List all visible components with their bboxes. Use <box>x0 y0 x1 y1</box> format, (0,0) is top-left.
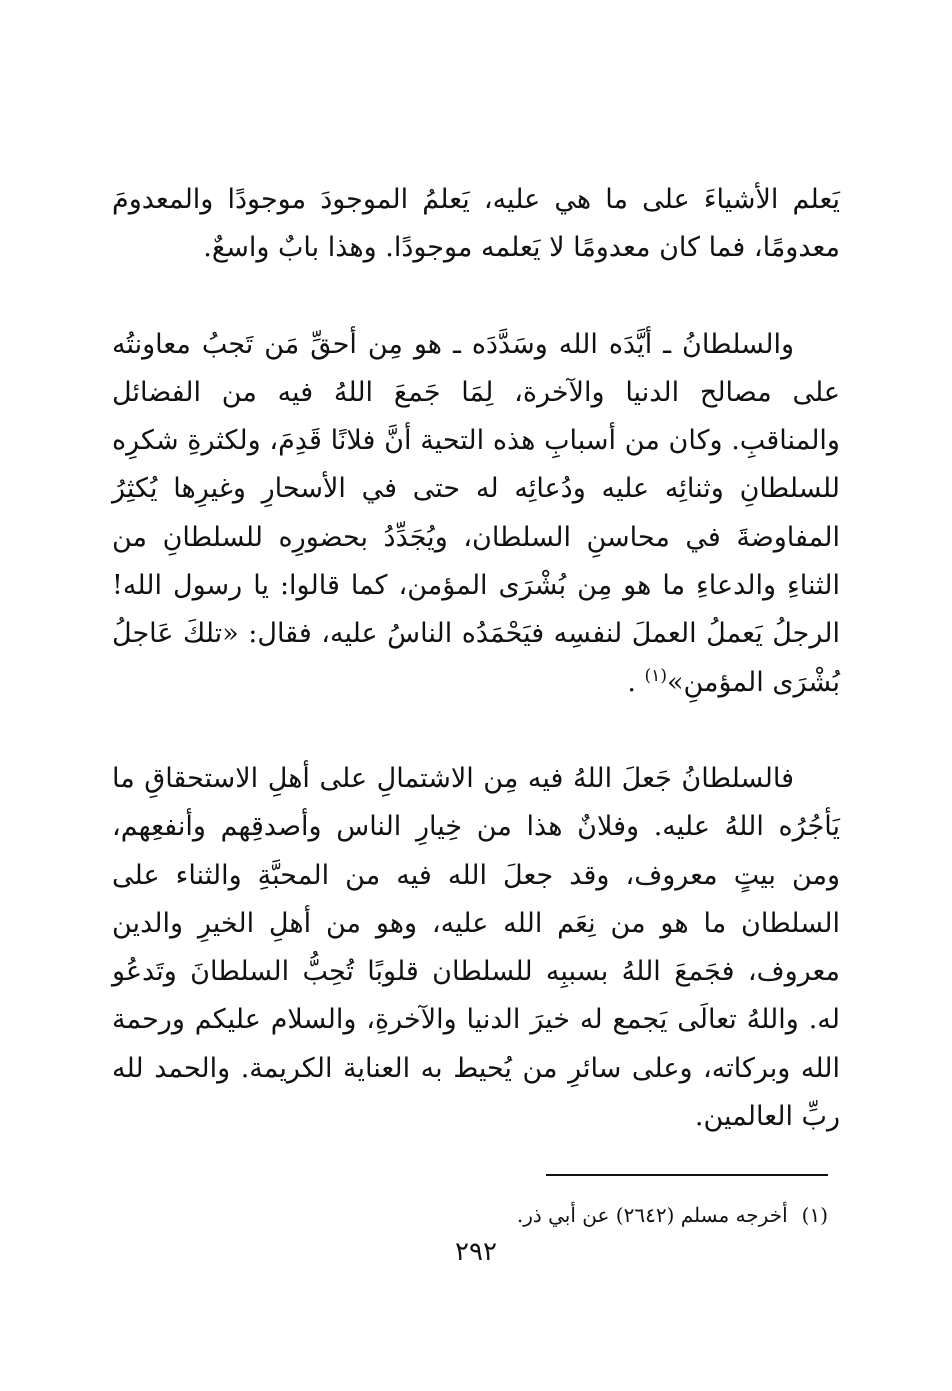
text-line: له خيرَ الدنيا والآخرةِ، والسلام عليكم ورحمة الله وبركاته، وعلى <box>112 1004 840 1084</box>
text-line: والسلطانُ ـ أيَّدَه الله وسَدَّدَه ـ هو مِن أحقِّ مَن تَجبُ معاونتُه <box>112 328 794 360</box>
text-line: ما هو من نِعَم الله عليه، وهو من أهلِ الخيرِ والدين معروف، فجَمعَ <box>112 907 840 988</box>
text-line: محاسنِ السلطان، ويُجَدِّدُ بحضورِه للسلطانِ من الثناءِ والدعاءِ ما <box>112 521 840 602</box>
paragraph-2 <box>112 321 840 707</box>
footnote-number: (١) <box>801 1203 828 1227</box>
text-line: اللهُ بسببِه للسلطان قلوبًا تُحِبُّ السلطانَ وتَدعُو له. واللهُ تعالَى يَجمع <box>112 956 840 1036</box>
footnote-text: أخرجه مسلم (٢٦٤٢) عن أبي ذر. <box>516 1203 788 1227</box>
text-line: وكان من أسبابِ هذه التحية أنَّ فلانًا قَدِمَ، ولكثرةِ شكرِه للسلطانِ <box>112 425 840 505</box>
paragraph-3 <box>112 755 840 1141</box>
text-line: وثنائِه عليه ودُعائِه له حتى في الأسحارِ وغيرِها يُكثِرُ المفاوضةَ في <box>112 473 840 553</box>
text-line: معدومًا، فما كان معدومًا لا يَعلمه موجودًا. وهذا بابٌ واسعٌ. <box>203 232 840 264</box>
text-line: سائرِ من يُحيط به العناية الكريمة. والحمد لله ربِّ العالمين. <box>112 1052 840 1133</box>
footnote <box>128 1200 828 1230</box>
text-line: على مصالح الدنيا والآخرة، لِمَا جَمعَ اللهُ فيه من الفضائل والمناقبِ. <box>112 376 840 457</box>
text-line: فالسلطانُ جَعلَ اللهُ فيه مِن الاشتمالِ على أهلِ الاستحقاقِ ما <box>112 762 794 794</box>
main-text <box>112 176 840 1141</box>
text-line-tail: . <box>627 666 645 698</box>
footnote-reference: (١) <box>644 665 667 686</box>
footnote-divider <box>546 1174 828 1176</box>
paragraph-1 <box>112 176 840 273</box>
text-line: يَعلم الأشياءَ على ما هي عليه، يَعلمُ الموجودَ موجودًا والمعدومَ <box>112 184 840 215</box>
text-line: يَأجُرُه اللهُ عليه. وفلانٌ هذا من خِيارِ الناس وأصدقِهم وأنفعِهم، <box>112 811 840 843</box>
text-line: هو مِن بُشْرَى المؤمن، كما قالوا: يا رسول الله! الرجلُ يَعملُ العملَ <box>112 570 841 650</box>
text-line: لنفسِه فيَحْمَدُه الناسُ عليه، فقال: «تلكَ عَاجلُ بُشْرَى المؤمنِ» <box>112 618 840 698</box>
page-number: ٢٩٢ <box>455 1237 497 1267</box>
text-line: ومن بيتٍ معروف، وقد جعلَ الله فيه من المحبَّةِ والثناء على السلطان <box>112 859 841 939</box>
